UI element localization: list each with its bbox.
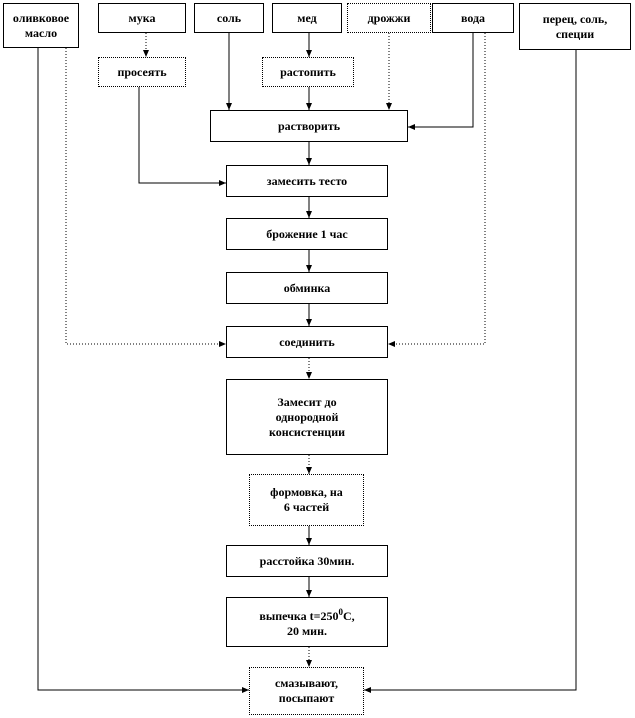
bake-prefix: выпечка t=250 bbox=[259, 609, 339, 623]
step-bake bbox=[226, 597, 388, 647]
bake-degree: 0 bbox=[338, 607, 343, 617]
arrow-spices-to-finish bbox=[364, 50, 576, 690]
arrow-water-to-dissolve bbox=[408, 33, 473, 127]
step-sift: просеять bbox=[98, 57, 186, 87]
step-dissolve: растворить bbox=[210, 110, 408, 142]
ingredient-yeast: дрожжи bbox=[347, 3, 431, 33]
ingredient-spices: перец, соль, специи bbox=[519, 3, 631, 50]
ingredient-water: вода bbox=[432, 3, 514, 33]
ingredient-salt: соль bbox=[194, 3, 264, 33]
step-knead-dough: замесить тесто bbox=[226, 165, 388, 197]
bake-label bbox=[259, 605, 354, 639]
arrow-oil-to-combine bbox=[66, 48, 226, 344]
step-punch-down: обминка bbox=[226, 272, 388, 304]
arrow-oil-to-finish bbox=[38, 48, 249, 690]
step-proof: расстойка 30мин. bbox=[226, 545, 388, 577]
step-melt: растопить bbox=[262, 57, 354, 87]
ingredient-olive-oil: оливковое масло bbox=[3, 3, 79, 48]
step-finish: смазывают, посыпают bbox=[249, 667, 364, 715]
ingredient-honey: мед bbox=[272, 3, 342, 33]
arrow-water-to-combine bbox=[388, 33, 485, 344]
step-knead-uniform: Замесит до однородной консистенции bbox=[226, 379, 388, 455]
step-shape: формовка, на 6 частей bbox=[249, 474, 364, 526]
step-ferment: брожение 1 час bbox=[226, 218, 388, 250]
step-combine: соединить bbox=[226, 326, 388, 358]
ingredient-flour: мука bbox=[98, 3, 186, 33]
bake-suffix: С, 20 мин. bbox=[286, 609, 355, 638]
